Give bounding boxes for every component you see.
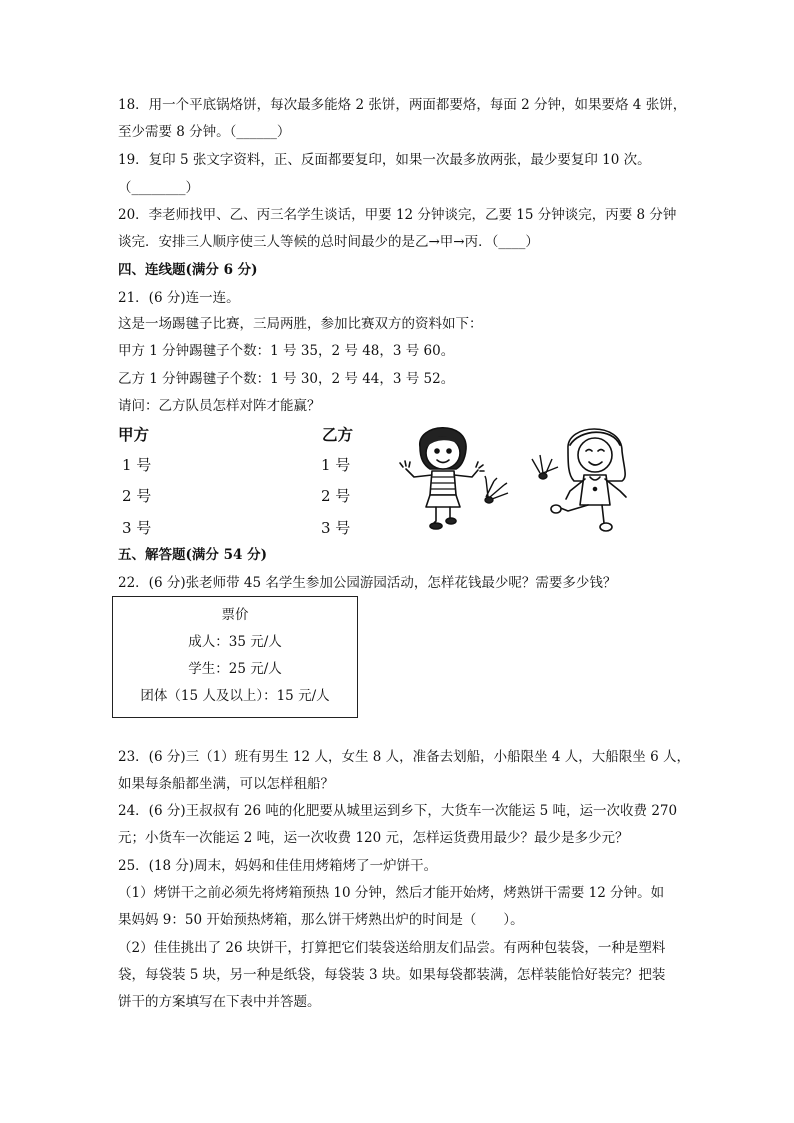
team-b-player-1: 1 号 bbox=[321, 456, 351, 474]
shuttlecock-flying-icon bbox=[532, 455, 558, 479]
team-a-header: 甲方 bbox=[118, 425, 150, 444]
ticket-price-box bbox=[112, 596, 358, 718]
section-5-heading: 五、解答题(满分 54 分) bbox=[118, 547, 267, 563]
team-a-player-2: 2 号 bbox=[122, 487, 152, 505]
q21-intro: 这是一场踢毽子比赛，三局两胜，参加比赛双方的资料如下： bbox=[118, 316, 483, 332]
q24-line-2: 元；小货车一次能运 2 吨，运一次收费 120 元，怎样运货费用最少？最少是多少元？ bbox=[118, 830, 629, 846]
q25-part2-line-3: 饼干的方案填写在下表中并答题。 bbox=[118, 994, 321, 1010]
team-b-player-2: 2 号 bbox=[321, 487, 351, 505]
team-a-player-1: 1 号 bbox=[122, 456, 152, 474]
girl-right-figure bbox=[551, 429, 626, 531]
q25-part1-line-1: （1）烤饼干之前必须先将烤箱预热 10 分钟，然后才能开始烤，烤熟饼干需要 12 分钟。如 bbox=[118, 885, 665, 901]
q21-title: 21．(6 分)连一连。 bbox=[118, 290, 240, 306]
q18-line-2: 至少需要 8 分钟。（______） bbox=[118, 124, 291, 140]
q25-title: 25．(18 分)周末，妈妈和佳佳用烤箱烤了一炉饼干。 bbox=[118, 858, 438, 874]
price-student: 学生：25 元/人 bbox=[188, 661, 282, 677]
team-a-player-3: 3 号 bbox=[122, 519, 152, 537]
price-group: 团体（15 人及以上）：15 元/人 bbox=[140, 688, 330, 704]
girl-left-figure bbox=[400, 428, 484, 529]
q23-line-1: 23．(6 分)三（1）班有男生 12 人，女生 8 人，准备去划船，小船限坐 4 人，大船限坐 6 人， bbox=[118, 749, 690, 765]
team-b-header: 乙方 bbox=[322, 425, 354, 444]
q22-text: 22．(6 分)张老师带 45 名学生参加公园游园活动，怎样花钱最少呢？需要多少钱？ bbox=[118, 575, 617, 591]
team-b-player-3: 3 号 bbox=[321, 519, 351, 537]
q23-line-2: 如果每条船都坐满，可以怎样租船？ bbox=[118, 776, 334, 792]
q19-line-2: （________） bbox=[118, 180, 199, 196]
q18-line-1: 18．用一个平底锅烙饼，每次最多能烙 2 张饼，两面都要烙，每面 2 分钟，如果要烙 4 张饼， bbox=[118, 97, 687, 113]
q21-team-b-data: 乙方 1 分钟踢毽子个数：1 号 30，2 号 44，3 号 52。 bbox=[118, 371, 455, 387]
q25-part1-line-2: 果妈妈 9：50 开始预热烤箱，那么饼干烤熟出炉的时间是（ ）。 bbox=[118, 912, 524, 928]
price-box-title: 票价 bbox=[221, 607, 249, 623]
q20-line-2: 谈完．安排三人顺序使三人等候的总时间最少的是乙→甲→丙．（____） bbox=[118, 234, 539, 250]
q20-line-1: 20．李老师找甲、乙、丙三名学生谈话，甲要 12 分钟谈完，乙要 15 分钟谈完，丙要 8 分钟 bbox=[118, 207, 677, 223]
q25-part2-line-1: （2）佳佳挑出了 26 块饼干，打算把它们装袋送给朋友们品尝。有两种包装袋，一种是塑料 bbox=[118, 940, 666, 956]
q24-line-1: 24．(6 分)王叔叔有 26 吨的化肥要从城里运到乡下，大货车一次能运 5 吨，运一次收费 270 bbox=[118, 803, 678, 819]
q21-team-a-data: 甲方 1 分钟踢毽子个数：1 号 35，2 号 48，3 号 60。 bbox=[118, 343, 455, 359]
price-adult: 成人：35 元/人 bbox=[188, 634, 282, 650]
section-4-heading: 四、连线题(满分 6 分) bbox=[118, 262, 258, 278]
girls-kicking-shuttlecock-illustration bbox=[390, 415, 640, 540]
shuttlecock-icon bbox=[485, 476, 508, 503]
q25-part2-line-2: 袋，每袋装 5 块，另一种是纸袋，每袋装 3 块。如果每袋都装满，怎样装能恰好装完？把装 bbox=[118, 967, 666, 983]
q19-line-1: 19．复印 5 张文字资料，正、反面都要复印，如果一次最多放两张，最少要复印 10 次。 bbox=[118, 152, 651, 168]
q21-question: 请问：乙方队员怎样对阵才能赢？ bbox=[118, 398, 321, 414]
